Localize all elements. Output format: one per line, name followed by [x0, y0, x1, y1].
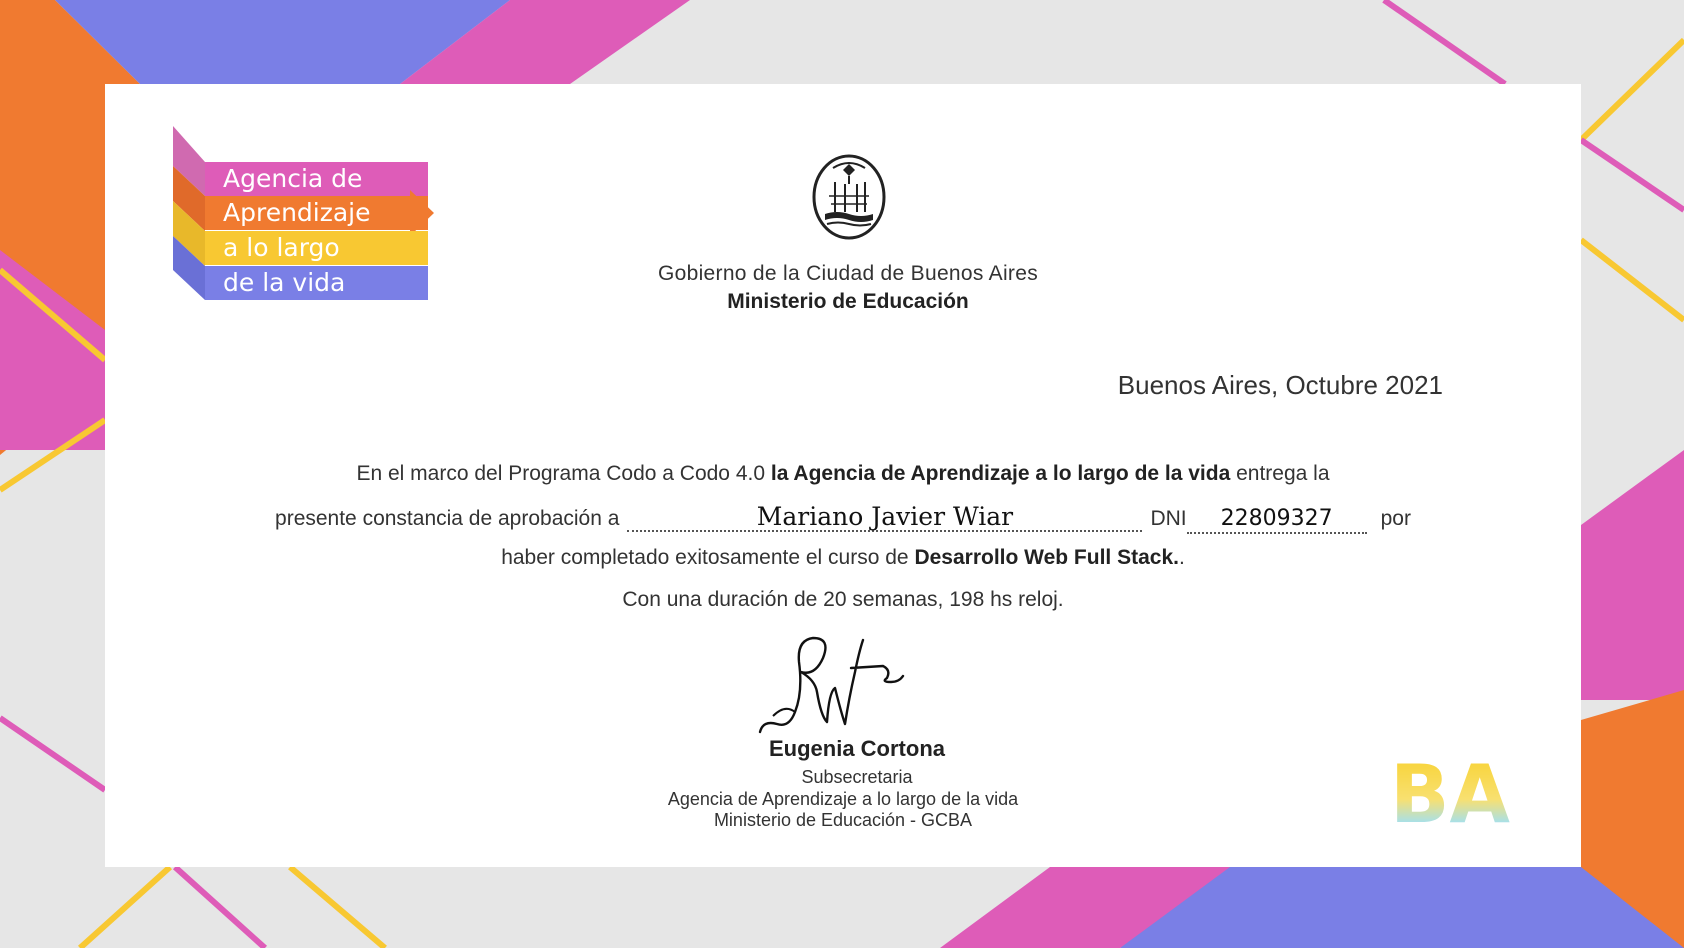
- body-line-1: [105, 462, 1581, 486]
- logo-arrow-icon: [410, 190, 434, 236]
- body-text: entrega la: [1230, 462, 1330, 485]
- ba-logo-text: BA: [1390, 756, 1511, 828]
- signer-name: Eugenia Cortona: [768, 736, 945, 761]
- ba-logo: [1388, 756, 1512, 828]
- government-name: Gobierno de la Ciudad de Buenos Aires: [657, 262, 1038, 285]
- dni-value: 22809327: [1187, 506, 1367, 534]
- place-date: Buenos Aires, Octubre 2021: [1117, 370, 1443, 400]
- body-text: presente constancia de aprobación a: [275, 507, 620, 530]
- agency-name-bold: la Agencia de Aprendizaje a lo largo de la vida: [770, 462, 1231, 485]
- course-duration: Con una duración de 20 semanas, 198 hs reloj.: [622, 588, 1064, 611]
- course-name: Desarrollo Web Full Stack.: [914, 546, 1179, 569]
- logo-line-1: Agencia de: [205, 162, 428, 196]
- agency-logo: [173, 126, 443, 306]
- body-text: por: [1380, 507, 1411, 530]
- recipient-name: Mariano Javier Wiar: [627, 504, 1142, 532]
- logo-line-3: a lo largo: [205, 231, 428, 265]
- city-seal-icon: [811, 154, 887, 244]
- body-text: haber completado exitosamente el curso de: [501, 546, 915, 569]
- certificate-card: [105, 84, 1581, 867]
- logo-line-2: Aprendizaje: [205, 196, 428, 230]
- signer-agency: Agencia de Aprendizaje a lo largo de la vida: [667, 789, 1019, 809]
- body-text: .: [1178, 546, 1185, 569]
- body-line-2: [105, 504, 1581, 534]
- signer-role: Subsecretaria: [801, 767, 913, 787]
- body-line-3: [105, 546, 1581, 570]
- signature-image: [755, 632, 925, 742]
- signer-ministry: Ministerio de Educación - GCBA: [713, 810, 973, 830]
- body-text: En el marco del Programa Codo a Codo 4.0: [356, 462, 771, 485]
- ministry-name: Ministerio de Educación: [727, 290, 969, 313]
- logo-line-4: de la vida: [205, 266, 428, 300]
- dni-label: DNI: [1150, 507, 1187, 530]
